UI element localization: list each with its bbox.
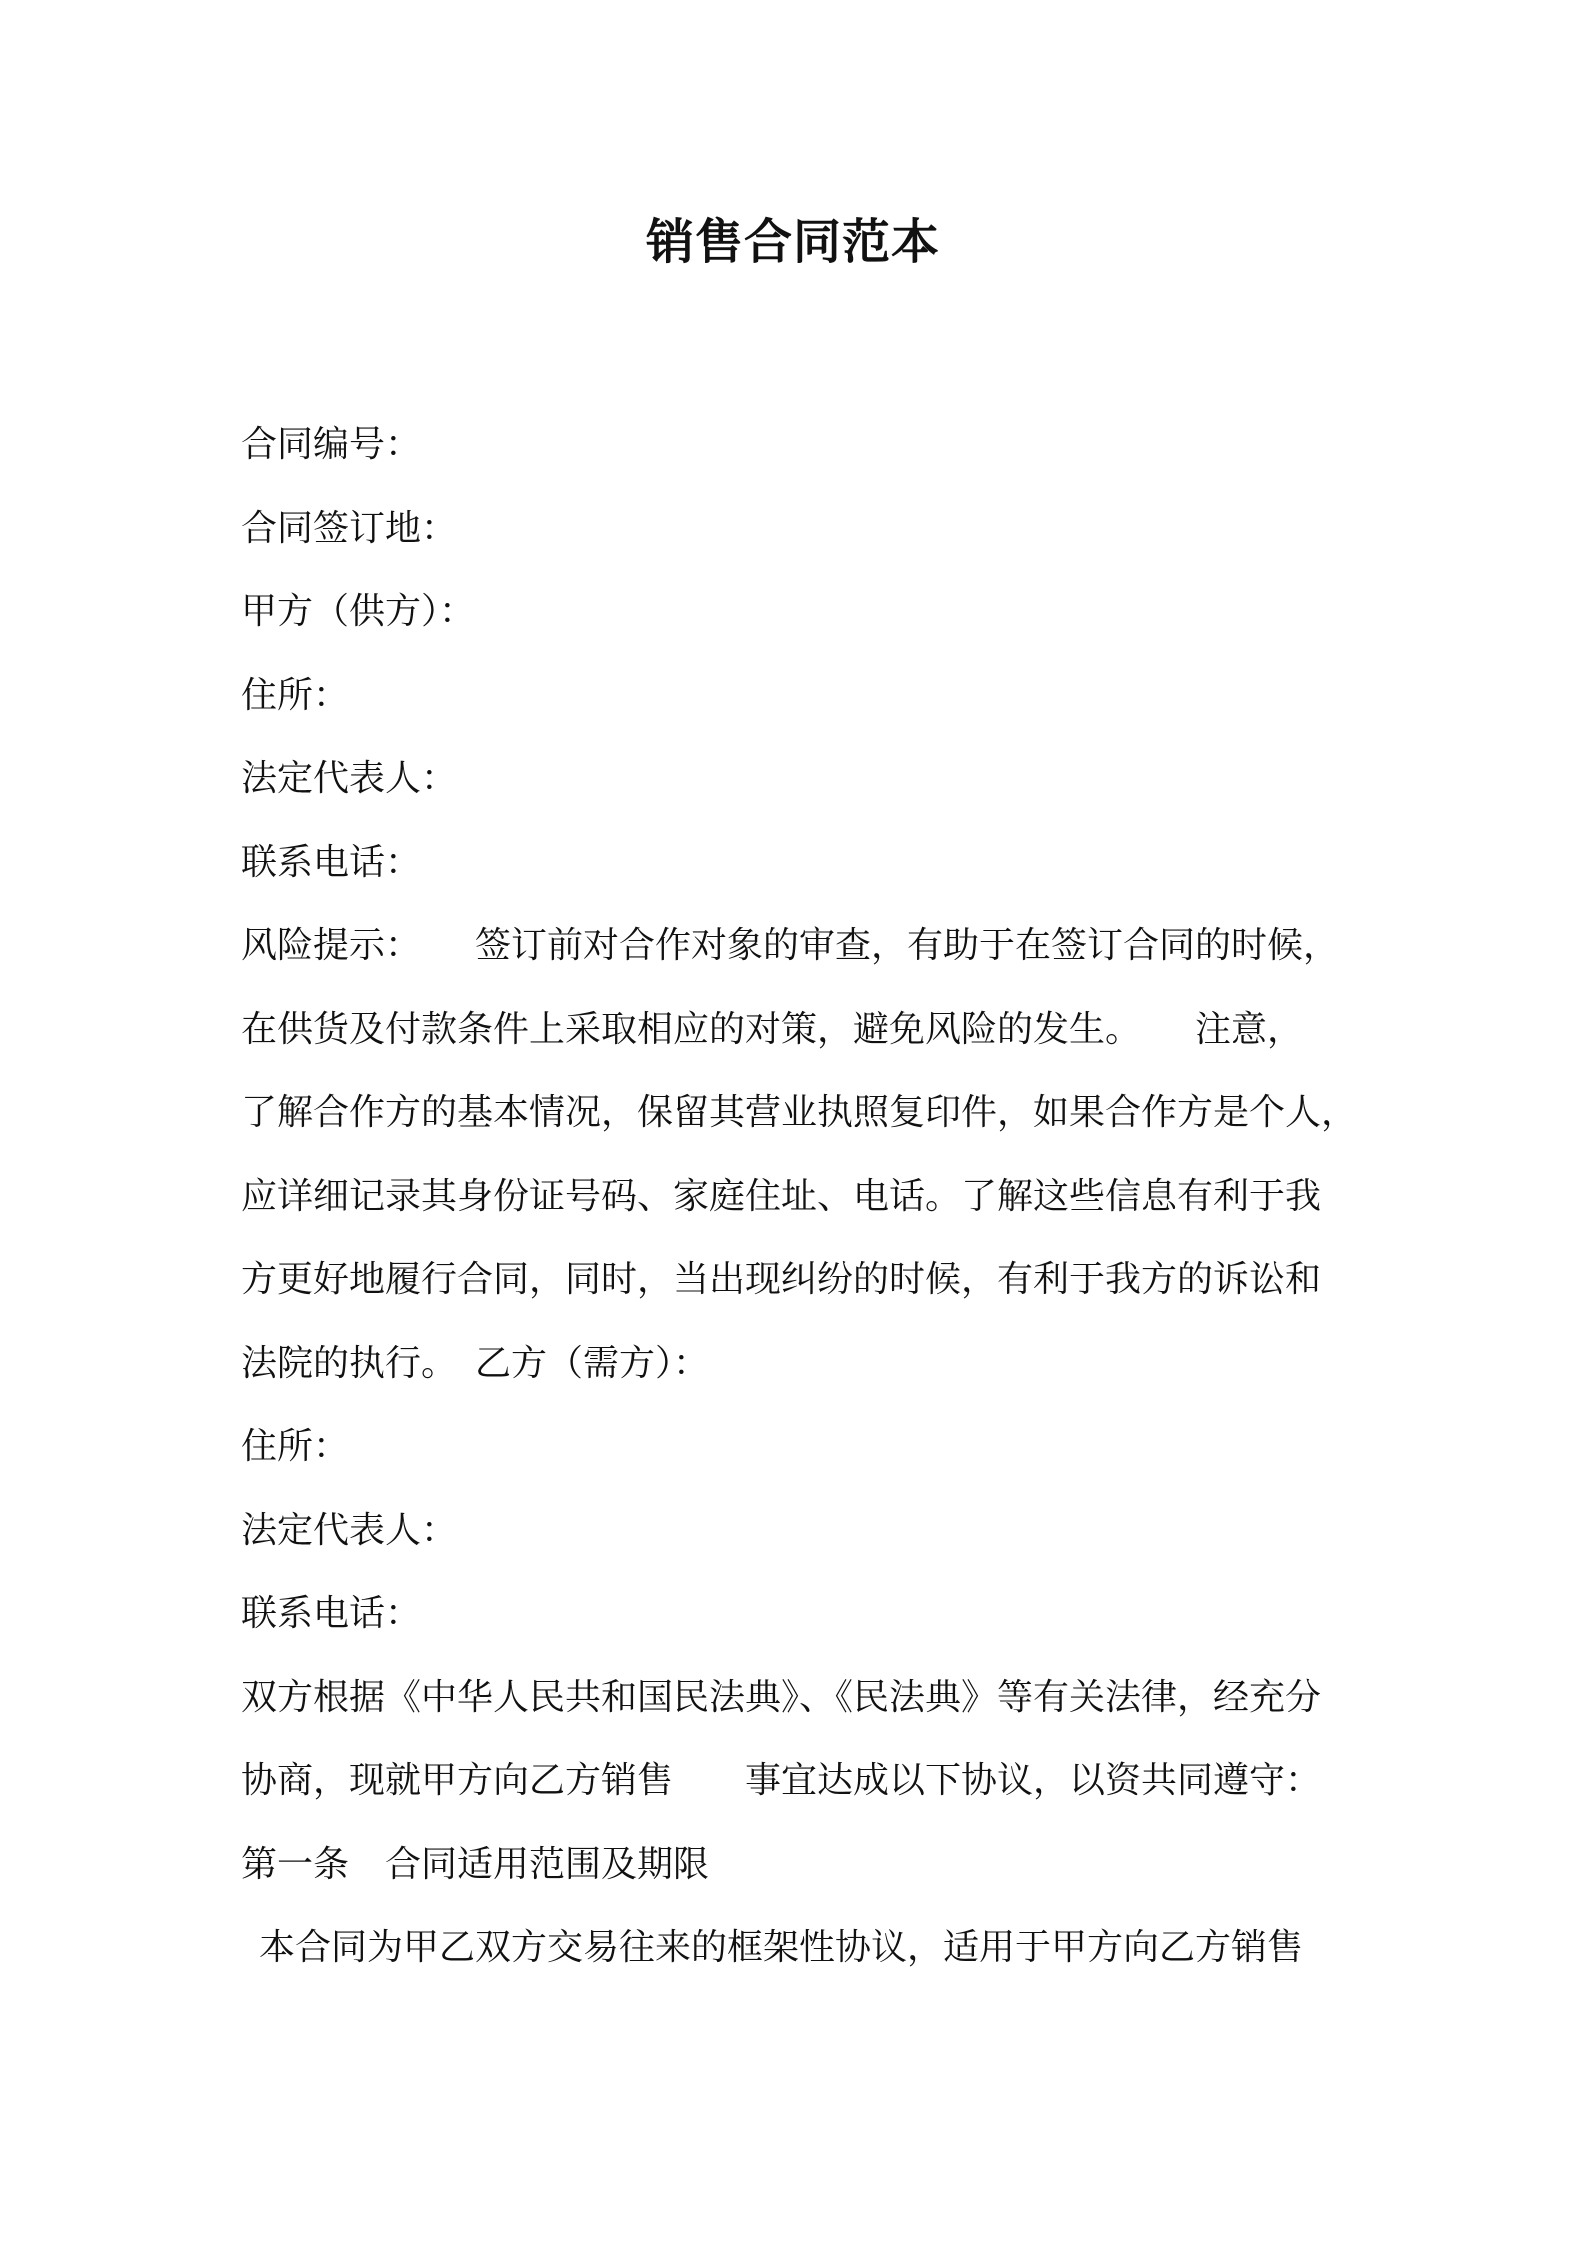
risk-notice-line-2: 在供货及付款条件上采取相应的对策，避免风险的发生。 注意， — [241, 1008, 1304, 1050]
field-party-b: 法院的执行。 乙方（需方）： — [241, 1342, 710, 1384]
field-party-b-legal-rep: 法定代表人： — [241, 1509, 458, 1551]
preamble-line-1: 双方根据《中华人民共和国民法典》、《民法典》等有关法律，经充分 — [241, 1676, 1322, 1718]
article-1-paragraph: 本合同为甲乙双方交易往来的框架性协议，适用于甲方向乙方销售 — [259, 1927, 1304, 1968]
field-party-a-address: 住所： — [241, 674, 350, 716]
field-party-a-phone: 联系电话： — [241, 841, 422, 883]
document-title: 销售合同范本 — [645, 214, 940, 270]
risk-notice-line-1: 风险提示： 签订前对合作对象的审查，有助于在签订合同的时候， — [241, 925, 1340, 966]
field-party-b-phone: 联系电话： — [241, 1593, 422, 1634]
field-signing-place: 合同签订地： — [241, 507, 458, 549]
field-contract-number: 合同编号： — [241, 424, 422, 465]
field-party-a: 甲方（供方）： — [241, 591, 476, 632]
preamble-line-2: 协商，现就甲方向乙方销售 事宜达成以下协议，以资共同遵守： — [241, 1760, 1322, 1801]
article-1-heading: 第一条 合同适用范围及期限 — [241, 1843, 710, 1885]
document-body — [241, 403, 1361, 1990]
field-party-b-address: 住所： — [241, 1426, 350, 1467]
field-party-a-legal-rep: 法定代表人： — [241, 758, 458, 799]
risk-notice-line-4: 应详细记录其身份证号码、家庭住址、电话。了解这些信息有利于我 — [241, 1175, 1322, 1217]
risk-notice-line-5: 方更好地履行合同，同时，当出现纠纷的时候，有利于我方的诉讼和 — [241, 1259, 1322, 1300]
risk-notice-line-3: 了解合作方的基本情况，保留其营业执照复印件，如果合作方是个人， — [241, 1092, 1358, 1133]
